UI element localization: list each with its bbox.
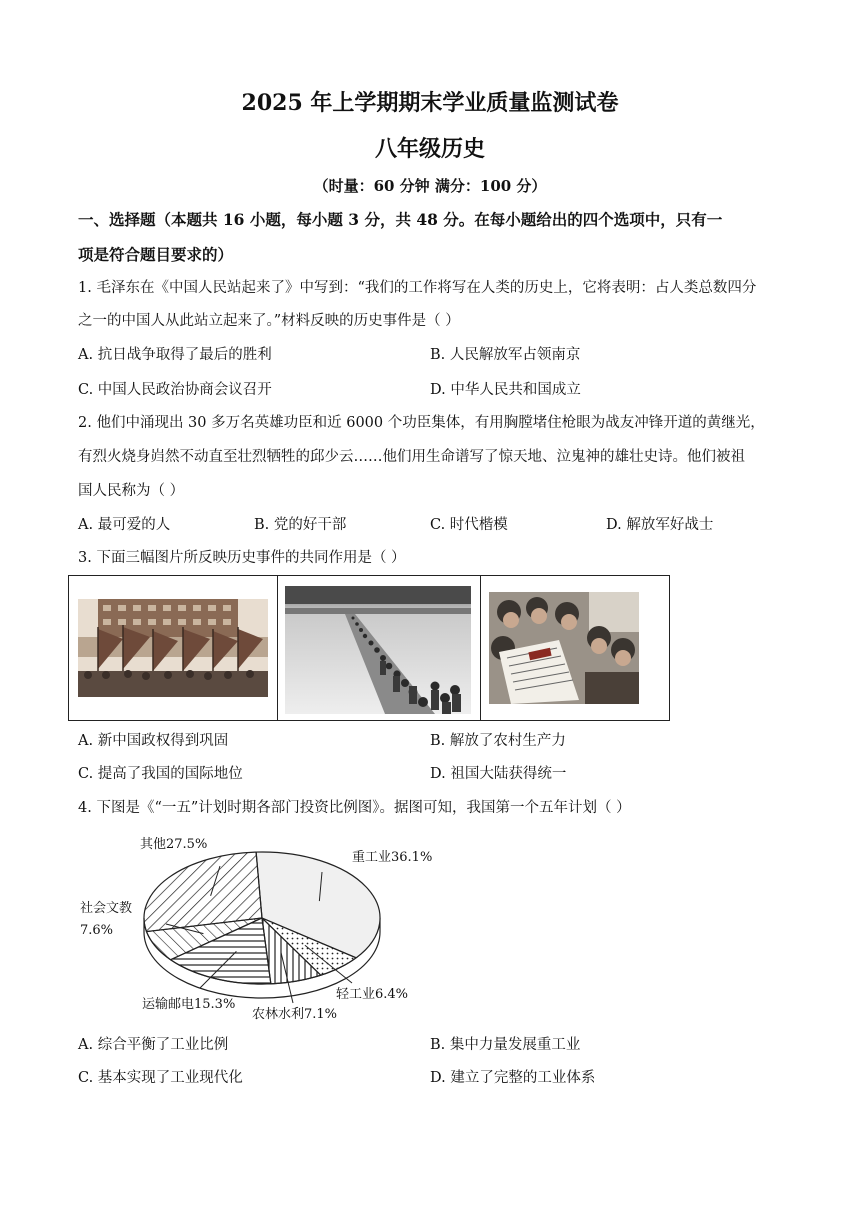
question-1-line2: 之一的中国人从此站立起来了。”材料反映的历史事件是（ ） bbox=[78, 313, 460, 329]
section-heading-line2: 项是符合题目要求的） bbox=[78, 245, 234, 264]
q1-option-b[interactable]: B. 人民解放军占领南京 bbox=[430, 347, 581, 363]
question-2-line2: 有烈火烧身岿然不动直至壮烈牺牲的邱少云……他们用生命谱写了惊天地、泣鬼神的雄壮史诗。他们被祖 bbox=[78, 449, 745, 465]
pie-label-other: 其他27.5% bbox=[140, 837, 208, 852]
q3-image-2-cell bbox=[278, 576, 481, 720]
exam-subject: 八年级历史 bbox=[374, 136, 485, 162]
question-3-line1: 3. 下面三幅图片所反映历史事件的共同作用是（ ） bbox=[78, 550, 406, 566]
pie-label-culture-education: 社会文教 7.6% bbox=[80, 901, 133, 938]
exam-info: （时量：60 分钟 满分：100 分） bbox=[313, 177, 547, 195]
q3-image-3-cell bbox=[481, 576, 669, 720]
volunteer-army-march-photo bbox=[285, 586, 471, 714]
q3-option-a[interactable]: A. 新中国政权得到巩固 bbox=[78, 733, 229, 749]
q2-option-c[interactable]: C. 时代楷模 bbox=[430, 517, 508, 533]
q1-option-c[interactable]: C. 中国人民政治协商会议召开 bbox=[78, 382, 272, 398]
pie-label-agriculture: 农林水利7.1% bbox=[252, 1007, 338, 1022]
q2-option-b[interactable]: B. 党的好干部 bbox=[254, 517, 347, 533]
question-4-line1: 4. 下图是《“一五”计划时期各部门投资比例图》。据图可知，我国第一个五年计划（ ） bbox=[78, 800, 631, 816]
slice-other bbox=[144, 852, 262, 931]
pie-label-transport: 运输邮电15.3% bbox=[142, 997, 236, 1012]
land-reform-newspaper-photo bbox=[489, 592, 639, 704]
q1-option-d[interactable]: D. 中华人民共和国成立 bbox=[430, 382, 581, 398]
q3-option-d[interactable]: D. 祖国大陆获得统一 bbox=[430, 766, 567, 782]
q3-image-1-cell bbox=[69, 576, 278, 720]
q3-option-c[interactable]: C. 提高了我国的国际地位 bbox=[78, 766, 243, 782]
q4-option-a[interactable]: A. 综合平衡了工业比例 bbox=[78, 1037, 229, 1053]
pie-label-heavy-industry: 重工业36.1% bbox=[352, 850, 433, 865]
investment-pie-chart bbox=[70, 826, 450, 1026]
question-2-line3: 国人民称为（ ） bbox=[78, 483, 185, 499]
q4-option-c[interactable]: C. 基本实现了工业现代化 bbox=[78, 1070, 243, 1086]
q1-option-a[interactable]: A. 抗日战争取得了最后的胜利 bbox=[78, 347, 272, 363]
q4-option-b[interactable]: B. 集中力量发展重工业 bbox=[430, 1037, 581, 1053]
q3-option-b[interactable]: B. 解放了农村生产力 bbox=[430, 733, 566, 749]
pie-label-light-industry: 轻工业6.4% bbox=[336, 987, 409, 1002]
question-1-line1: 1. 毛泽东在《中国人民站起来了》中写到：“我们的工作将写在人类的历史上，它将表明：占人类总数四分 bbox=[78, 280, 757, 296]
section-heading-line1: 一、选择题（本题共 16 小题，每小题 3 分，共 48 分。在每小题给出的四个选项中，只有一 bbox=[78, 210, 723, 229]
exam-title: 2025 年上学期期末学业质量监测试卷 bbox=[241, 90, 619, 116]
tibet-liberation-photo bbox=[78, 599, 268, 697]
q2-option-a[interactable]: A. 最可爱的人 bbox=[78, 517, 171, 533]
q3-image-panel bbox=[68, 575, 670, 721]
question-2-line1: 2. 他们中涌现出 30 多万名英雄功臣和近 6000 个功臣集体，有用胸膛堵住枪眼为战友冲锋开道的黄继光， bbox=[78, 415, 765, 431]
q4-option-d[interactable]: D. 建立了完整的工业体系 bbox=[430, 1070, 596, 1086]
q2-option-d[interactable]: D. 解放军好战士 bbox=[606, 517, 714, 533]
